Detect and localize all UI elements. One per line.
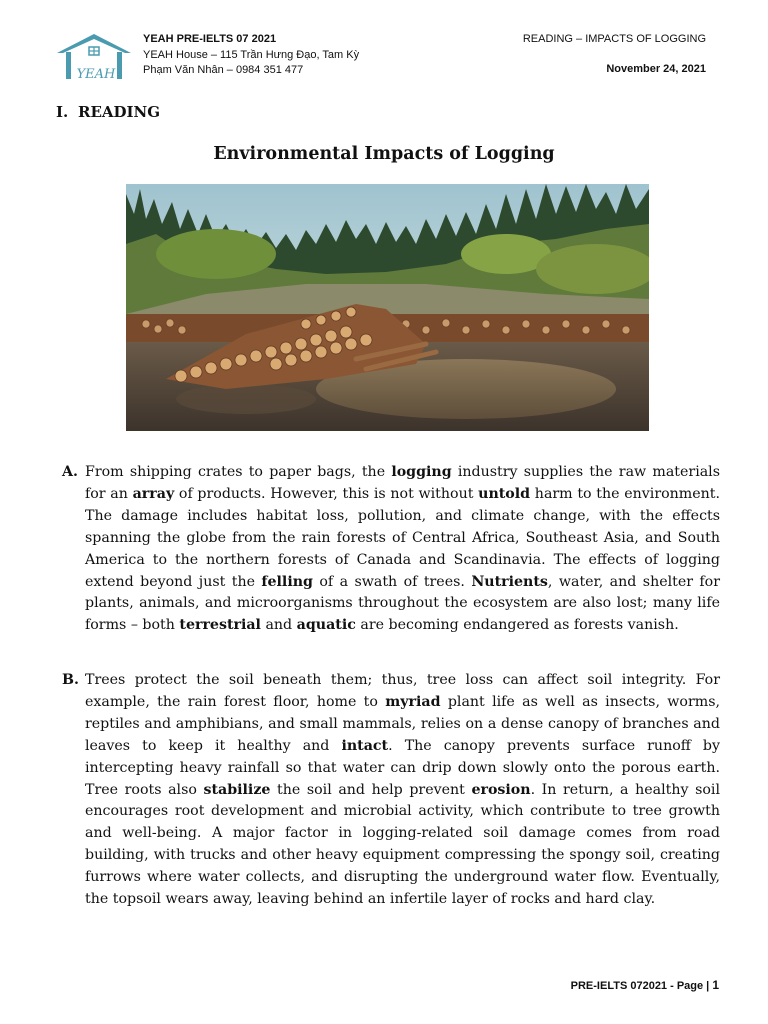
header-date: November 24, 2021 [606,63,706,75]
paragraph-text: of products. However, this is not without [174,485,479,502]
article-title: Environmental Impacts of Logging [213,144,555,164]
paragraph-text: , water, and shelter for plants, animals, and microorganisms throughout the ecosystem are also lost; many life forms – both [85,573,721,634]
paragraph-text: plant life as well as insects, worms, reptiles and amphibians, and small mammals, relies on a dense canopy of branches and leaves to keep it healthy and [85,693,720,754]
vocab-keyword: myriad [385,693,441,710]
vocab-keyword: array [132,485,175,502]
vocab-keyword: untold [478,485,531,502]
paragraph-letter: B. [62,672,79,688]
vocab-keyword: stabilize [203,781,271,798]
header-course-name: YEAH PRE-IELTS 07 2021 [143,33,277,45]
paragraph-text: are becoming endangered as forests vanish. [355,617,679,634]
paragraph-text: . In return, a healthy soil encourages root development and microbial activity, which contribute to tree growth and well-being. A major factor in logging-related soil damage comes from road building, with trucks and other heavy equipment compressing the spongy soil, creating furrows where water collects, and disrupting the underground water flow. Eventually, the topsoil wears away, leaving behind an infertile layer of rocks and hard clay. [85,781,720,908]
section-number: I. [56,103,69,121]
paragraph-text: of a swath of trees. [312,573,472,590]
logging-site-photo [126,184,649,431]
vocab-keyword: terrestrial [179,617,261,634]
vocab-keyword: intact [341,737,389,754]
vocab-keyword: Nutrients [471,573,548,590]
paragraph-text: industry supplies the raw materials for an [85,464,721,502]
vocab-keyword: erosion [471,781,531,798]
paragraph-text: Trees protect the soil beneath them; thus, tree loss can affect soil integrity. For example, the rain forest floor, home to [85,672,720,710]
section-title: READING [78,103,161,121]
header-address: YEAH House – 115 Trần Hưng Đạo, Tam Kỳ [143,48,360,61]
paragraph-text: and [260,617,297,634]
vocab-keyword: felling [261,573,313,590]
paragraph-body [85,462,720,637]
paragraph-text: harm to the environment. The damage includes habitat loss, pollution, and climate change, with the effects spanning the globe from the rain forests of Central Africa, Southeast Asia, and South America to the northern forests of Canada and Scandinavia. The effects of logging extend beyond just the [85,485,720,590]
paragraph-text: . The canopy prevents surface runoff by intercepting heavy rainfall so that water can drip down slowly onto the porous earth. Tree roots also [85,737,720,798]
header-school-info [143,32,359,79]
paragraph-a [62,462,720,637]
vocab-keyword: aquatic [296,617,356,634]
svg-text:YEAH: YEAH [76,67,116,81]
paragraph-text: the soil and help prevent [270,781,472,798]
paragraph-letter: A. [62,464,78,480]
header-doc-title: READING – IMPACTS OF LOGGING [522,33,706,45]
paragraph-text: From shipping crates to paper bags, the [85,464,392,480]
paragraph-b [62,670,720,911]
page-number: 1 [712,978,719,992]
yeah-house-logo [56,33,132,81]
page-footer [571,978,719,992]
header-contact: Phạm Văn Nhân – 0984 351 477 [143,64,304,76]
paragraph-body [85,670,720,911]
footer-text: PRE-IELTS 072021 - Page | [570,980,713,992]
vocab-keyword: logging [391,464,452,480]
page-header [0,0,768,90]
section-heading [56,103,160,121]
